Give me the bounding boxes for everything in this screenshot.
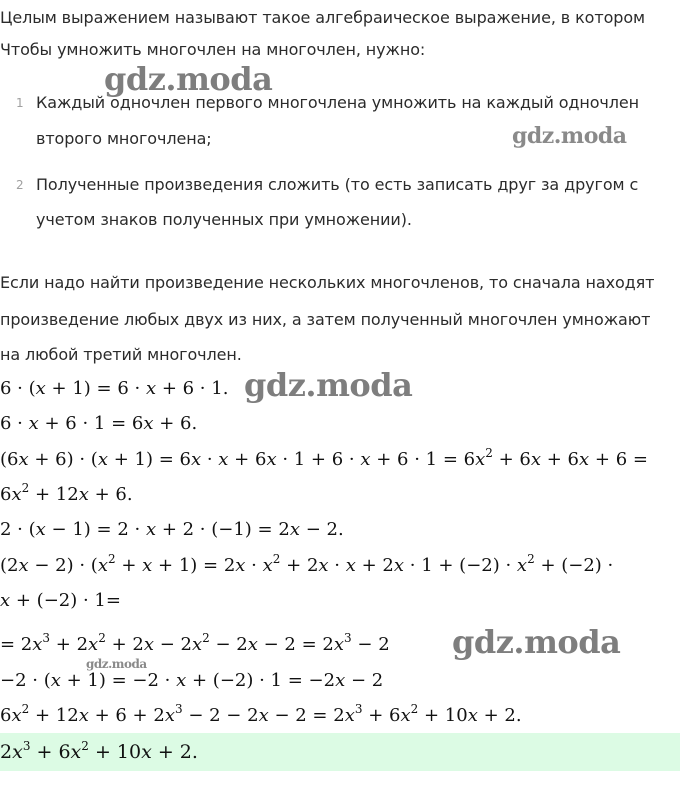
note-line-2: произведение любых двух из них, а затем полученный многочлен умножают — [0, 310, 651, 329]
math-line-8: = $2x^3 + 2x^2 + 2x - 2x^2 - 2x - 2 = 2x^3 - 2$ — [0, 631, 390, 655]
math-line-10: $6x^2 + 12x + 6 + 2x^3 - 2 - 2x - 2 = 2x^3 + 6x^2 + 10x + 2$. — [0, 702, 522, 726]
math-line-4: $6x^2 + 12x + 6$. — [0, 481, 133, 505]
math-line-5: 2 · (x − 1) = 2 · x + 2 · (−1) = 2x − 2. — [0, 519, 344, 540]
watermark-1: gdz.moda — [104, 60, 273, 98]
note-line-1: Если надо найти произведение нескольких многочленов, то сначала находят — [0, 273, 655, 292]
step-2-line-1: Полученные произведения сложить (то есть записать друг за другом с — [36, 175, 639, 194]
math-line-2: 6 · x + 6 · 1 = 6x + 6. — [0, 413, 198, 434]
step-2-line-2: учетом знаков полученных при умножении). — [36, 210, 412, 229]
math-line-9: −2 · (x + 1) = −2 · x + (−2) · 1 = −2x − 2 — [0, 670, 384, 691]
step-1-line-2: второго многочлена; — [36, 129, 212, 148]
watermark-4: gdz.moda — [452, 623, 621, 661]
note-line-3: на любой третий многочлен. — [0, 345, 242, 364]
math-line-1: 6 · (x + 1) = 6 · x + 6 · 1. — [0, 378, 229, 399]
math-line-6: $(2x - 2) \cdot (x^2 + x + 1) = 2x \cdot x^2 + 2x \cdot x + 2x \cdot 1 + (-2) \cdot x^2 + (-2)$ · — [0, 552, 614, 576]
intro-line-1: Целым выражением называют такое алгебраическое выражение, в котором — [0, 8, 645, 27]
step-1-line-1: Каждый одночлен первого многочлена умножить на каждый одночлен — [36, 93, 640, 112]
final-answer-box — [0, 733, 680, 771]
math-line-7: x + (−2) · 1= — [0, 590, 121, 611]
watermark-5: gdz.moda — [86, 657, 147, 671]
step-2-number: 2 — [16, 178, 24, 192]
final-answer: $2x^3 + 6x^2 + 10x + 2$. — [0, 739, 198, 763]
math-line-3: $(6x + 6) \cdot (x + 1) = 6x \cdot x + 6x \cdot 1 + 6 \cdot x + 6 \cdot 1 = 6x^2 + 6x + 6x + 6$ = — [0, 446, 648, 470]
watermark-3: gdz.moda — [244, 366, 413, 404]
step-1-number: 1 — [16, 96, 24, 110]
watermark-2: gdz.moda — [512, 123, 627, 149]
intro-line-2: Чтобы умножить многочлен на многочлен, нужно: — [0, 40, 426, 59]
